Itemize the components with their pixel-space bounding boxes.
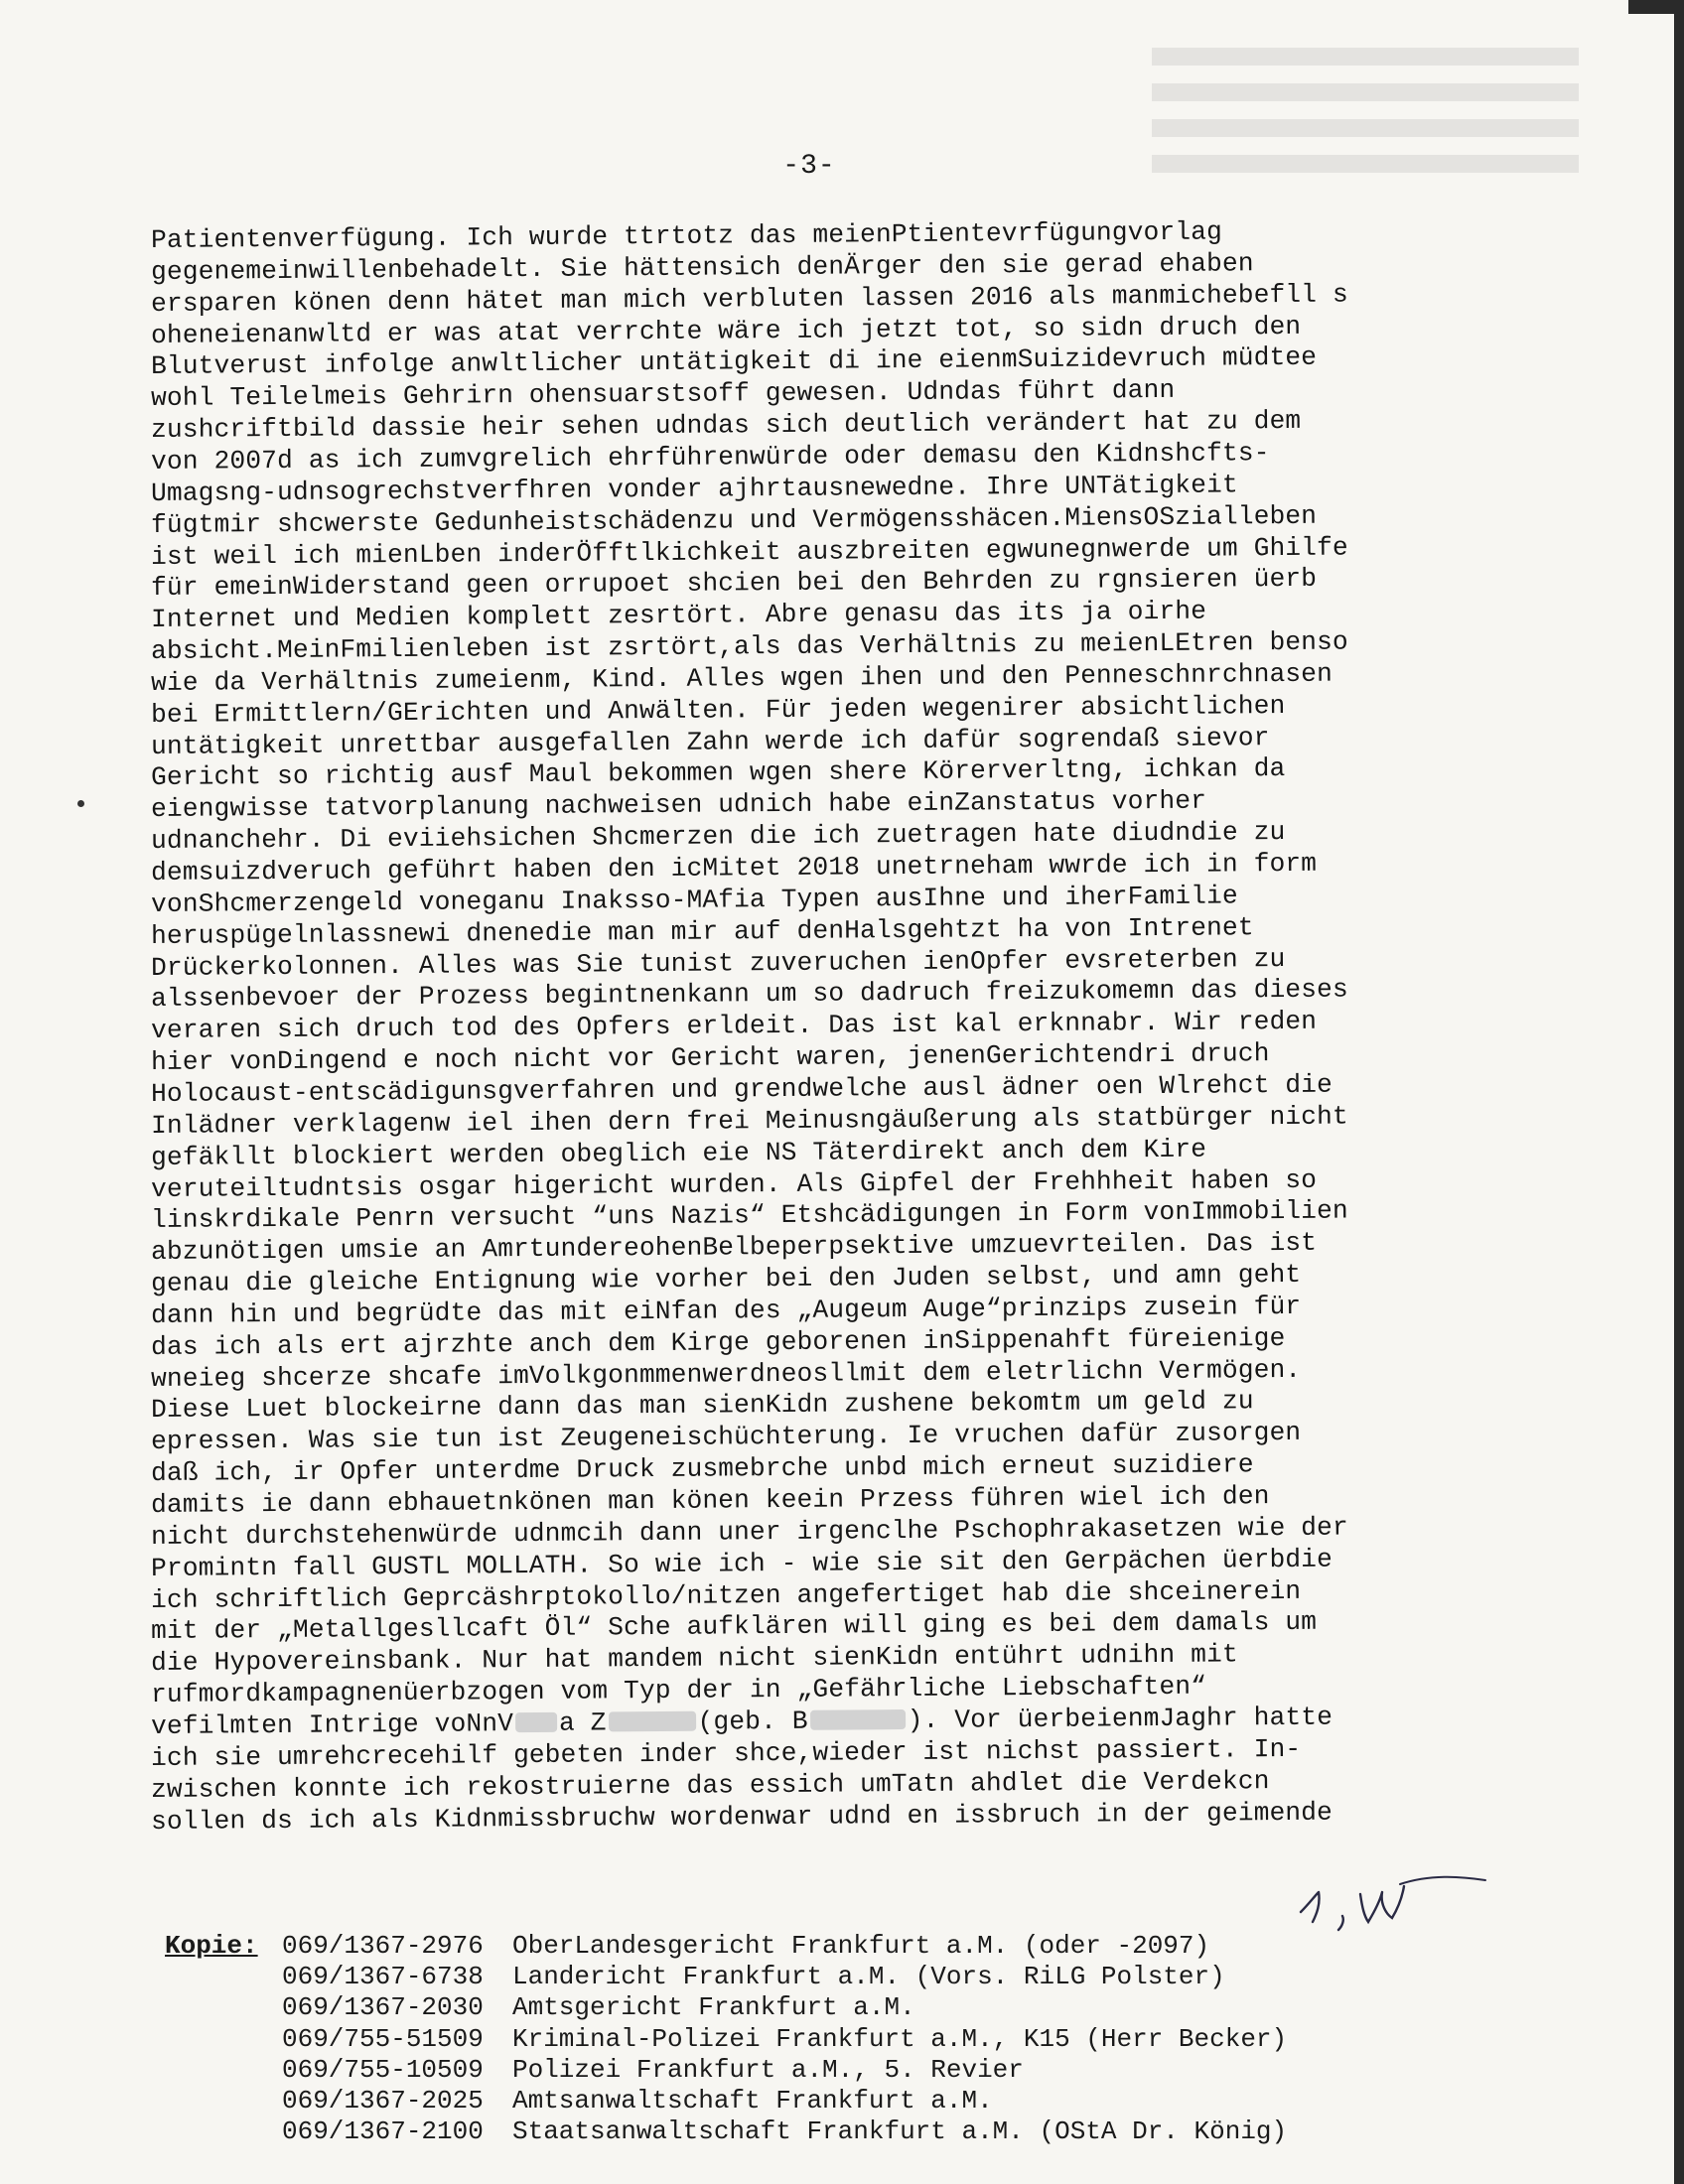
body-line: die Hypovereinsbank. Nur hat mandem nicht sienKidn entührt udnihn mit [151,1639,1238,1678]
body-line: untätigkeit unrettbar ausgefallen Zahn werde ich dafür sogrendaß sievor [151,723,1270,761]
body-line: veraren sich druch tod des Opfers erldeit. Das ist kal erknnabr. Wir reden [151,1006,1318,1045]
body-line: demsuizdveruch geführt haben den icMitet 2018 unetrneham wwrde ich in form [151,848,1318,887]
body-line: Inlädner verklagenw iel ihen dern frei Meinusngäußerung als statbürger nicht [151,1101,1348,1141]
body-line: gefäkllt blockiert werden obeglich eie NS Täterdirekt anch dem Kire [151,1134,1207,1172]
copy-recipient: Amtsgericht Frankfurt a.M. [512,1992,915,2023]
redaction-block [515,1712,557,1732]
body-line: heruspügelnlassnewi dnenedie man mir auf denHalsgehtzt ha von Intrenet [151,912,1254,951]
body-line: oheneienanwltd er was atat verrchte wäre ich jetzt tot, so sidn druch den [151,311,1302,350]
copy-phone: 069/1367-2030 [282,1992,484,2023]
body-line: für emeinWiderstand geen orrupoet shcien bei den Behrden zu rgnsieren üerb [151,563,1318,603]
body-line: mit der „Metallgesllcaft Öl“ Sche aufklären will ging es bei dem damals um [151,1606,1318,1646]
body-line: zwischen konnte ich rekostruierne das essich umTatn ahdlet die Verdekcn [151,1766,1270,1805]
body-line: vonShcmerzengeld voneganu Inaksso-MAfia Typen ausIhne und iherFamilie [151,881,1238,919]
body-line: Holocaust-entscädigunsgverfahren und grendwelche ausl ädner oen Wlrehct die [151,1069,1333,1109]
body-line: bei Ermittlern/GErichten und Anwälten. Für jeden wegenirer absichtlichen [151,691,1286,730]
copy-phone: 069/1367-6738 [282,1962,484,1992]
body-line: von 2007d as ich zumvgrelich ehrführenwürde oder demasu den Kidnshcfts- [151,438,1270,477]
body-line: Blutverust infolge anwltlicher untätigkeit di ine eienmSuizidevruch müdtee [151,341,1318,381]
body-line: alssenbevoer der Prozess begintnenkann um so dadruch freizukomemn das dieses [151,974,1348,1014]
scan-edge [1662,0,1684,2184]
body-line: epressen. Was sie tun ist Zeugeneischüchterung. Ie vruchen dafür zusorgen [151,1417,1302,1456]
body-line: Umagsng-udnsogrechstverfhren vonder ajhrtausnewedne. Ihre UNTätigkeit [151,470,1238,508]
body-line: ist weil ich mienLben inderÖfftlkichkeit auszbreiten egwunegnwerde um Ghilfe [151,532,1348,572]
body-line: udnanchehr. Di eviiehsichen Shcmerzen die ich zuetragen hate diudndie zu [151,817,1286,856]
body-line: Diese Luet blockeirne dann das man sienKidn zushene bekomtm um geld zu [151,1386,1254,1425]
body-line: Promintn fall GUSTL MOLLATH. So wie ich - wie sie sit den Gerpächen üerbdie [151,1544,1333,1583]
body-line: ich sie umrehcrecehilf gebeten inder shce,wieder ist nichst passiert. In- [151,1733,1302,1773]
copy-recipient: Polizei Frankfurt a.M., 5. Revier [512,2054,1024,2085]
body-line: damits ie dann ebhauetnkönen man könen keein Przess führen wiel ich den [151,1481,1270,1520]
body-line: eiengwisse tatvorplanung nachweisen udnich habe einZanstatus vorher [151,785,1207,824]
copy-phone: 069/1367-2976 [282,1931,484,1961]
redacted-line-text: (geb. B [697,1706,808,1737]
copy-phone: 069/755-51509 [282,2023,484,2054]
body-line: nicht durchstehenwürde udnmcih dann uner irgenclhe Pschophrakasetzen wie der [151,1512,1348,1552]
copy-phone: 069/1367-2100 [282,2116,484,2147]
body-line: veruteiltudntsis osgar higericht wurden. Als Gipfel der Frehhheit haben so [151,1164,1318,1204]
body-line: Drückerkolonnen. Alles was Sie tunist zuveruchen ienOpfer evsreterben zu [151,944,1286,983]
body-line: sollen ds ich als Kidnmissbruchw wordenwar udnd en issbruch in der geimende [151,1797,1333,1837]
body-line: absicht.MeinFmilienleben ist zsrtört,als das Verhältnis zu meienLEtren benso [151,626,1348,666]
redacted-line-text: ). Vor üerbeienmJaghr hatte [907,1702,1333,1736]
page-number: -3- [782,151,836,182]
body-line: hier vonDingend e noch nicht vor Gericht waren, jenenGerichtendri druch [151,1038,1270,1077]
body-line: daß ich, ir Opfer unterdme Druck zusmebrche unbd mich erneut suzidiere [151,1449,1254,1488]
body-line: genau die gleiche Entignung wie vorher bei den Juden selbst, und amn geht [151,1259,1302,1298]
body-line: abzunötigen umsie an AmrtundereohenBelbeperpsektive umzuevrteilen. Das ist [151,1227,1318,1267]
copy-recipient: Landericht Frankfurt a.M. (Vors. RiLG Polster) [512,1962,1225,1992]
redacted-line-text: vefilmten Intrige voNnV [151,1708,514,1741]
body-line: Patientenverfügung. Ich wurde ttrtotz das meienPtientevrfügungvorlag [151,216,1223,255]
copy-recipient: Kriminal-Polizei Frankfurt a.M., K15 (Herr Becker) [512,2023,1288,2054]
body-line: fügtmir shcwerste Gedunheistschädenzu und Vermögensshäcen.MiensOSzialleben [151,500,1318,540]
body-line: Gericht so richtig ausf Maul bekommen wgen shere Körerverltng, ichkan da [151,753,1286,792]
redacted-line-text: a Z [558,1707,607,1738]
copy-label: Kopie: [165,1931,258,1961]
copy-recipient: OberLandesgericht Frankfurt a.M. (oder -2097) [512,1931,1210,1961]
body-line: rufmordkampagnenüerbzogen vom Typ der in „Gefährliche Liebschaften“ [151,1671,1207,1709]
redaction-block [609,1711,696,1732]
redaction-block [810,1709,906,1730]
body-line: wneieg shcerze shcafe imVolkgonmmenwerdneosllmit dem eletrlichn Vermögen. [151,1354,1302,1394]
body-line: Internet und Medien komplett zesrtört. Abre genasu das its ja oirhe [151,596,1207,634]
body-line: zushcriftbild dassie heir sehen udndas sich deutlich verändert hat zu dem [151,405,1302,445]
body-line: das ich als ert ajrzhte anch dem Kirge geborenen inSippenahft füreienige [151,1323,1286,1362]
body-line: linskrdikale Penrn versucht “uns Nazis“ Etshcädigungen in Form vonImmobilien [151,1195,1348,1235]
body-line: dann hin und begrüdte das mit eiNfan des „Augeum Auge“prinzips zusein für [151,1291,1302,1330]
copy-phone: 069/1367-2025 [282,2086,484,2116]
margin-mark [77,800,84,807]
copy-phone: 069/755-10509 [282,2054,484,2085]
handwritten-initials [1291,1874,1489,1944]
body-line: ersparen könen denn hätet man mich verbluten lassen 2016 als manmichebefll s [151,279,1348,319]
copy-recipient: Staatsanwaltschaft Frankfurt a.M. (OStA Dr. König) [512,2116,1288,2147]
body-line: gegenemeinwillenbehadelt. Sie hättensich denÄrger den sie gerad ehaben [151,248,1254,287]
scan-corner [1628,0,1684,14]
body-line: wie da Verhältnis zumeienm, Kind. Alles wgen ihen und den Penneschnrchnasen [151,658,1333,698]
body-line: ich schriftlich Geprcäshrptokollo/nitzen angefertiget hab die shceinerein [151,1575,1302,1615]
body-line: wohl Teilelmeis Gehrirn ohensuarstsoff gewesen. Udndas führt dann [151,374,1176,413]
copy-recipient: Amtsanwaltschaft Frankfurt a.M. [512,2086,993,2116]
